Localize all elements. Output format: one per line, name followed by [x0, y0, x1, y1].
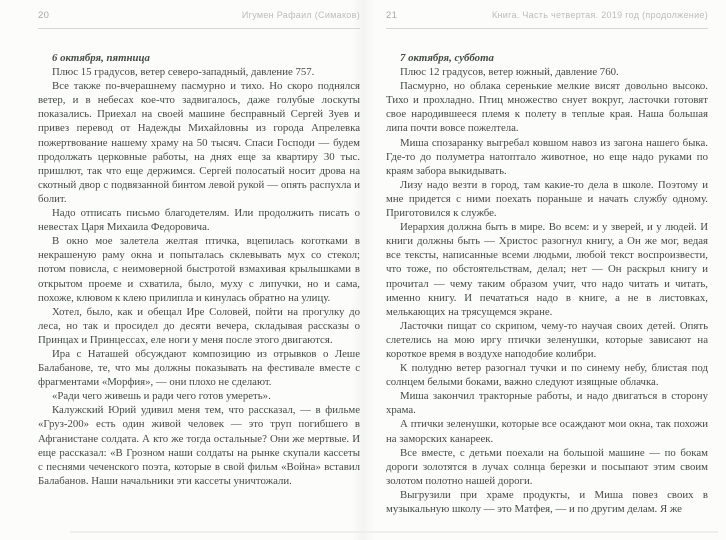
- paragraph: Миша спозаранку выгребал ковшом навоз из загона нашего быка. Где-то до полуметра натоптало животное, но еще надо руками по краям забора выкидывать.: [386, 136, 708, 177]
- paragraph: Все также по-вчерашнему пасмурно и тихо. Но скоро поднялся ветер, и в небесах кое-что задвигалось, даже голубые лоскуты показались. Приехал на своей машине бесправный Сергей Зуев и привез перевод от Надежды Михайловны из города Апрелевка пожертвование нашему храму на 50 тысяч. Спаси Господи — будем продолжать церковные работы, на днях еще за квартиру 30 тыс. пришлют, так что еще держимся. Сергей полосатый носит дрова на скотный двор с подвязанной бинтом левой рукой — опять распухла и болит.: [38, 80, 360, 205]
- date-heading-left: 6 октября, пятница: [52, 52, 150, 64]
- paragraph: Ира с Наташей обсуждают композицию из отрывков о Леше Балабанове, те, что мы должны показывать на фестивале вместе с фрагментами «Морфия», — они плохо не сделают.: [38, 347, 360, 389]
- page-left-body: [38, 51, 360, 488]
- date-heading-right: 7 октября, суббота: [400, 52, 494, 64]
- paragraph: Все вместе, с детьми поехали на большой машине — по бокам дороги золотятся в лучах солнца березки и посыпают этим своим золотом полотно нашей дороги.: [386, 446, 708, 487]
- paragraph: К полудню ветер разогнал тучки и по синему небу, блистая под солнцем белыми боками, важно следуют изящные облачка.: [386, 362, 708, 389]
- paragraph: Ласточки пищат со скрипом, чему-то научая своих детей. Опять слетелись на мою иргу птички зеленушки, которые зависают на короткое время в воздухе наподобие колибри.: [386, 319, 708, 360]
- page-number-left: 20: [38, 10, 50, 21]
- paragraph: В окно мое залетела желтая птичка, вцепилась коготками в некрашеную раму окна и попыталась склевывать мух со стекол; потом повисла, с неимоверной быстротой взмахивая крылышками в открытом проеме и схватила, было, муху с липучки, но и сама, похоже, клювом к клею прилипла и кинулась обратно на улицу.: [38, 235, 360, 304]
- page-right: [386, 10, 708, 516]
- header-rule-right: [386, 28, 708, 29]
- paragraph: Калужский Юрий удивил меня тем, что рассказал, — в фильме «Груз-200» есть один живой человек — это труп погибшего в Афганистане солдата. А кто же тогда остальные? Они же мертвые. И еще рассказал: «В Грозном наши солдаты на рынке скупали кассеты с песнями чеченского поэта, которые в свой фильм «Война» вставил Балабанов. Наши начальники эти кассеты уничтожали.: [38, 404, 360, 487]
- running-head-right: Книга. Часть четвертая. 2019 год (продолжение): [491, 10, 708, 20]
- page-number-right: 21: [386, 10, 398, 21]
- paragraph: Миша закончил тракторные работы, и надо двигаться в сторону храма.: [386, 390, 708, 417]
- paragraph: Пасмурно, но облака серенькие мелкие висят довольно высоко. Тихо и прохладно. Птиц множество снует вокруг, ласточки готовят свое народившееся племя к полету в теплые края. Наша большая липа почти вовсе пожелтела.: [386, 80, 708, 135]
- paragraph: Плюс 12 градусов, ветер южный, давление 760.: [400, 66, 619, 79]
- paragraph: Иерархия должна быть в мире. Во всем: и у зверей, и у людей. И книги должны быть — Христос разогнул книгу, а Он же мог, ведая все тексты, написанные всеми людьми, любой текст воспроизвести, что тоже, по обстоятельствам, делал; нет — Он раскрыл книгу и прочитал — чему таким образом учит, что надо читать и читать, именно книгу. И печататься надо в книге, а не в листовках, мелькающих на трясущемся экране.: [386, 221, 708, 318]
- paragraph: «Ради чего живешь и ради чего готов умереть».: [52, 390, 271, 403]
- header-rule-left: [38, 28, 360, 29]
- page-bottom-edge-shadow: [70, 531, 718, 533]
- running-head-left: Игумен Рафаил (Симаков): [241, 10, 360, 20]
- page-left: [38, 10, 360, 488]
- paragraph: Надо отписать письмо благодетелям. Или продолжить писать о невестах Царя Михаила Федоровича.: [38, 207, 360, 234]
- page-right-running-header: [386, 10, 708, 24]
- paragraphs-right: [386, 65, 708, 516]
- paragraph: Плюс 15 градусов, ветер северо-западный, давление 757.: [52, 66, 315, 79]
- paragraph: А птички зеленушки, которые все осаждают мои окна, так похожи на заморских канареек.: [386, 418, 708, 445]
- page-left-running-header: [38, 10, 360, 24]
- paragraphs-left: [38, 65, 360, 488]
- paragraph: Выгрузили при храме продукты, и Миша повез своих в музыкальную школу — это Матфея, — и по другим делам. Я же: [386, 488, 708, 515]
- page-right-body: [386, 51, 708, 516]
- paragraph: Лизу надо везти в город, там какие-то дела в школе. Поэтому и мне придется с ними поехать пораньше и начать службу одному. Приготовился к службе.: [386, 178, 708, 220]
- paragraph: Хотел, было, как и обещал Ире Соловей, пойти на прогулку до леса, но так и просидел до десяти вечера, складывая рассказы о Принцах и Принцессах, еле ноги у меня после этого двигаются.: [38, 305, 360, 346]
